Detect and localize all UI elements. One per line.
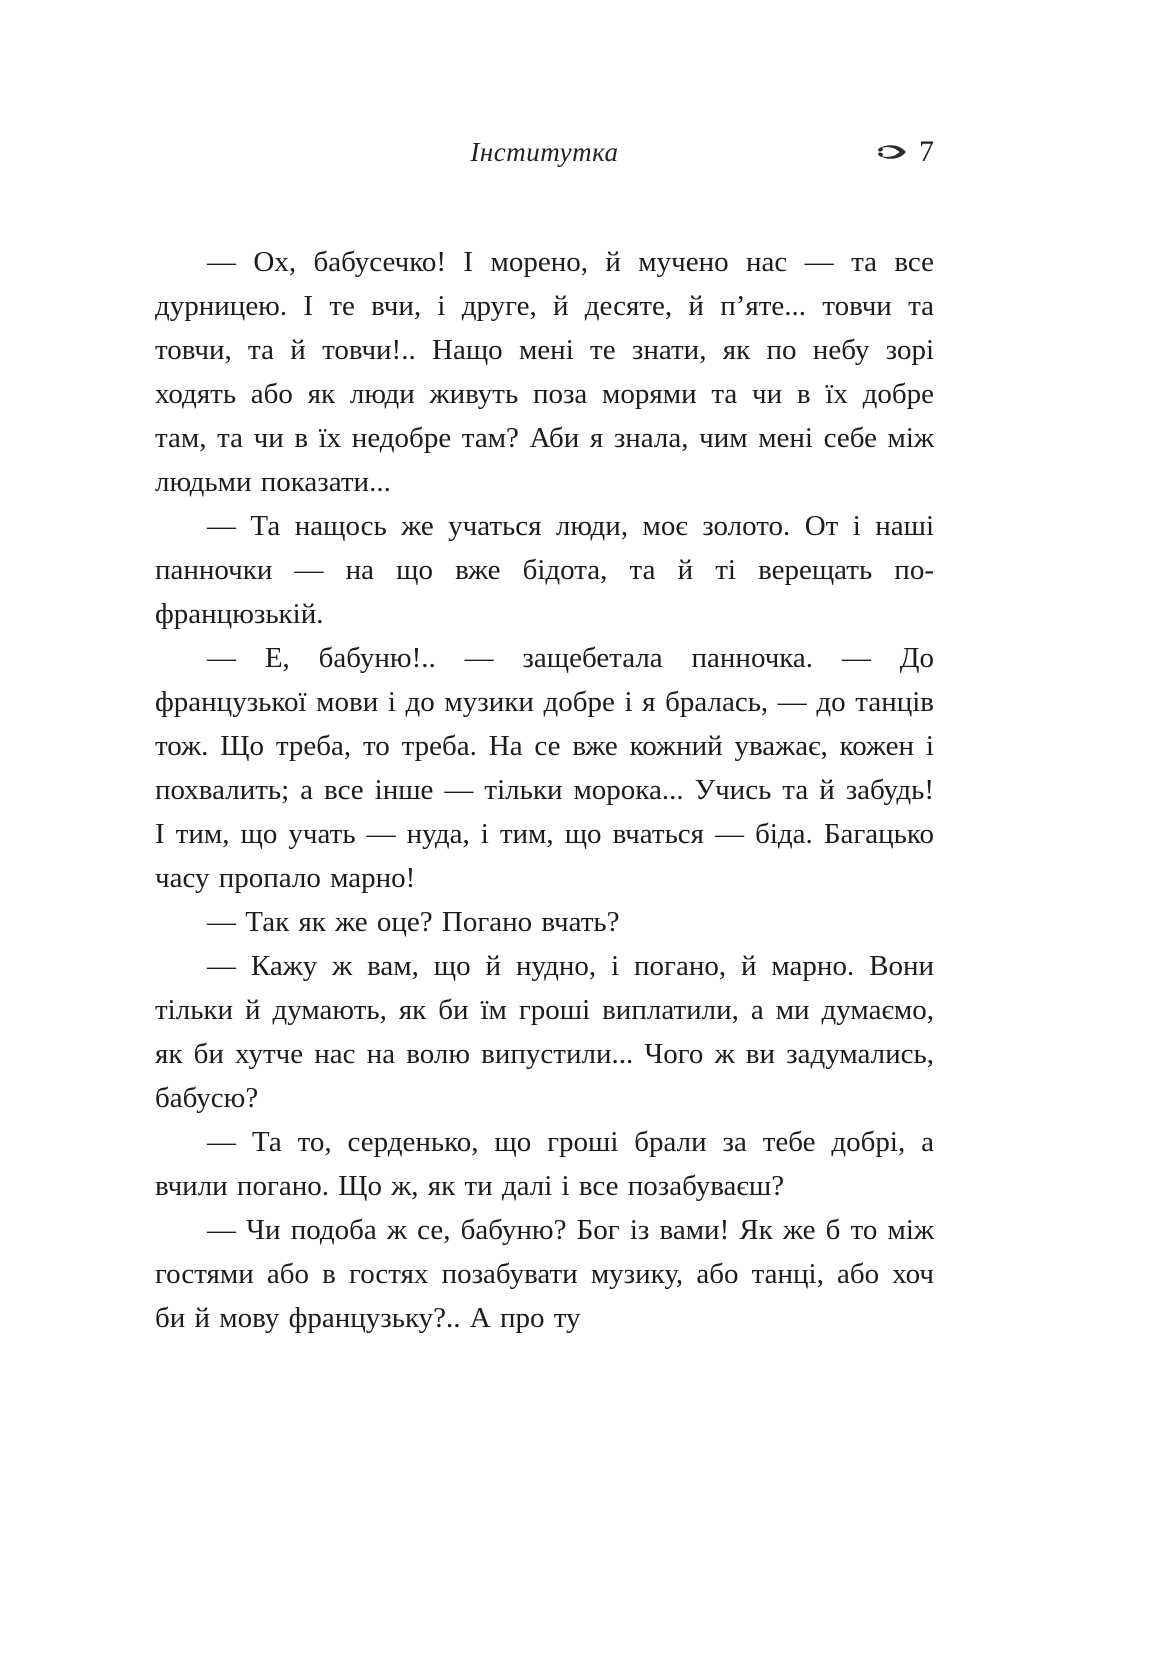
paragraph-2: — Та нащось же учаться люди, моє золото. От і наші панночки — на що вже бідота, та й ті верещать по-францюзькій. (155, 510, 934, 630)
folio (877, 132, 934, 172)
paragraph-5: — Кажу ж вам, що й нудно, і погано, й марно. Вони тільки й думають, як би їм гроші виплатили, а ми думаємо, як би хутче нас на волю випустили... Чого ж ви задумались, бабусю? (155, 950, 934, 1114)
fleuron-icon (877, 143, 907, 161)
running-head-title: Інститутка (470, 137, 619, 167)
page-body (155, 240, 934, 1340)
page-header (155, 132, 934, 172)
paragraph-6: — Та то, серденько, що гроші брали за тебе добрі, а вчили погано. Що ж, як ти далі і все позабуваєш? (155, 1126, 934, 1202)
paragraph-1: — Ох, бабусечко! І морено, й мучено нас — та все дурницею. І те вчи, і друге, й десяте, й п’яте... товчи та товчи, та й товчи!.. Нащо мені те знати, як по небу зорі ходять або як люди живуть поза морями та чи в їх добре там, та чи в їх недобре там? Аби я знала, чим мені себе між людьми показати... (155, 246, 934, 498)
paragraph-7: — Чи подоба ж се, бабуню? Бог із вами! Як же б то між гостями або в гостях позабувати музику, або танці, або хоч би й мову французьку?.. А про ту (155, 1214, 934, 1334)
paragraph-4: — Так як же оце? Погано вчать? (207, 906, 620, 938)
paragraph-3: — Е, бабуню!.. — защебетала панночка. — До французької мови і до музики добре і я бралась, — до танців тож. Що треба, то треба. На се вже кожний уважає, кожен і похвалить; а все інше — тільки морока... Учись та й забудь! І тим, що учать — нуда, і тим, що вчаться — біда. Багацько часу пропало марно! (155, 642, 934, 894)
page-number: 7 (919, 135, 934, 168)
